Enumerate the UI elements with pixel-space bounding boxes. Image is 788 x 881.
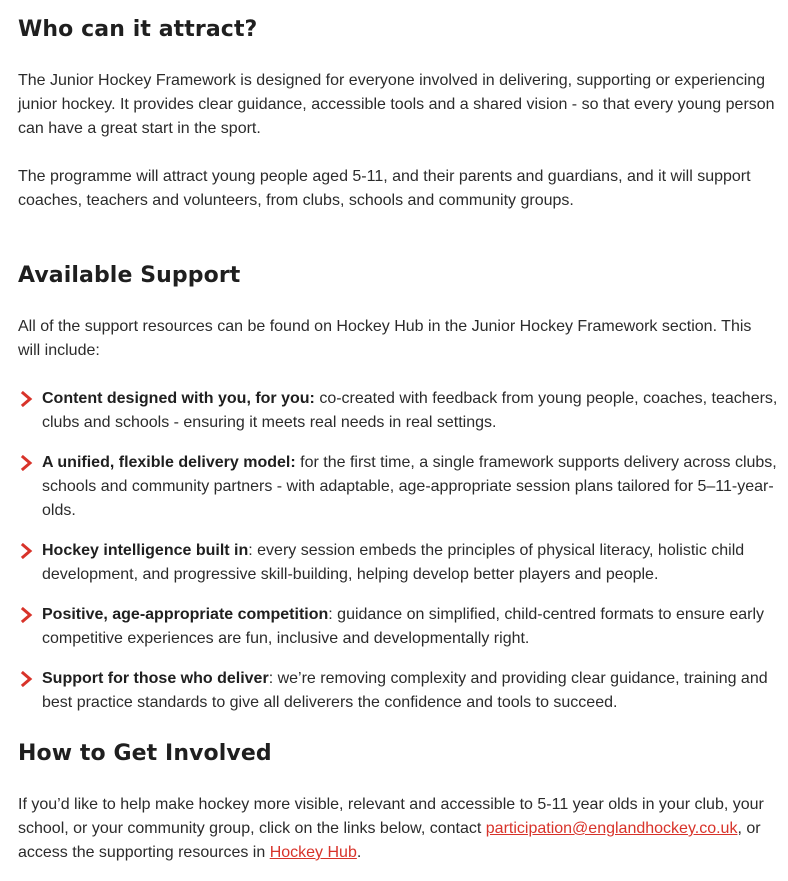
heading-available-support: Available Support [18, 263, 241, 288]
list-item-text: co-created with feedback from young people, coaches, teachers, clubs and schools - ensuring it meets real needs in real settings. [42, 390, 778, 431]
involved-text-after: . [356, 844, 362, 861]
chevron-right-icon [20, 607, 34, 623]
list-item [18, 667, 780, 715]
list-item [18, 451, 780, 523]
list-item [18, 539, 780, 587]
list-item-text: : guidance on simplified, child-centred formats to ensure early competitive experiences are fun, inclusive and developmentally right. [42, 606, 765, 647]
heading-who-can-it-attract: Who can it attract? [18, 17, 258, 42]
list-item-text: : we’re removing complexity and providing clear guidance, training and best practice standards to give all deliverers the confidence and tools to succeed. [42, 670, 768, 711]
chevron-right-icon [20, 455, 34, 471]
list-item-text: for the first time, a single framework supports delivery across clubs, schools and community partners - with adaptable, age-appropriate session plans tailored for 5–11-year-olds. [42, 454, 777, 519]
list-item-text: : every session embeds the principles of physical literacy, holistic child development, and progressive skill-building, helping develop better players and people. [42, 542, 745, 583]
involved-text-before-email: If you’d like to help make hockey more visible, relevant and accessible to 5-11 year olds in your club, your school, or your community group, click on the links below, contact [18, 796, 764, 837]
hockey-hub-link[interactable]: Hockey Hub [269, 844, 357, 861]
paragraph-support-intro: All of the support resources can be found on Hockey Hub in the Junior Hockey Framework section. This will include: [18, 318, 752, 359]
list-item-title: Content designed with you, for you: [42, 390, 315, 407]
paragraph-who-intro: The Junior Hockey Framework is designed for everyone involved in delivering, supporting or experiencing junior hockey. It provides clear guidance, accessible tools and a shared vision - so that every young person can have a great start in the sport. [18, 72, 775, 137]
paragraph-get-involved [18, 793, 776, 865]
involved-text-between: , or access the supporting resources in [18, 820, 761, 861]
list-item-title: Support for those who deliver [42, 670, 269, 687]
support-list [18, 387, 780, 731]
email-link[interactable]: participation@englandhockey.co.uk [485, 820, 738, 837]
list-item-title: Hockey intelligence built in [42, 542, 249, 559]
list-item-title: A unified, flexible delivery model: [42, 454, 296, 471]
chevron-right-icon [20, 671, 34, 687]
chevron-right-icon [20, 391, 34, 407]
list-item [18, 387, 780, 435]
list-item [18, 603, 780, 651]
chevron-right-icon [20, 543, 34, 559]
heading-how-to-get-involved: How to Get Involved [18, 741, 272, 766]
list-item-title: Positive, age-appropriate competition [42, 606, 329, 623]
paragraph-who-audience: The programme will attract young people aged 5-11, and their parents and guardians, and it will support coaches, teachers and volunteers, from clubs, schools and community groups. [18, 168, 751, 209]
